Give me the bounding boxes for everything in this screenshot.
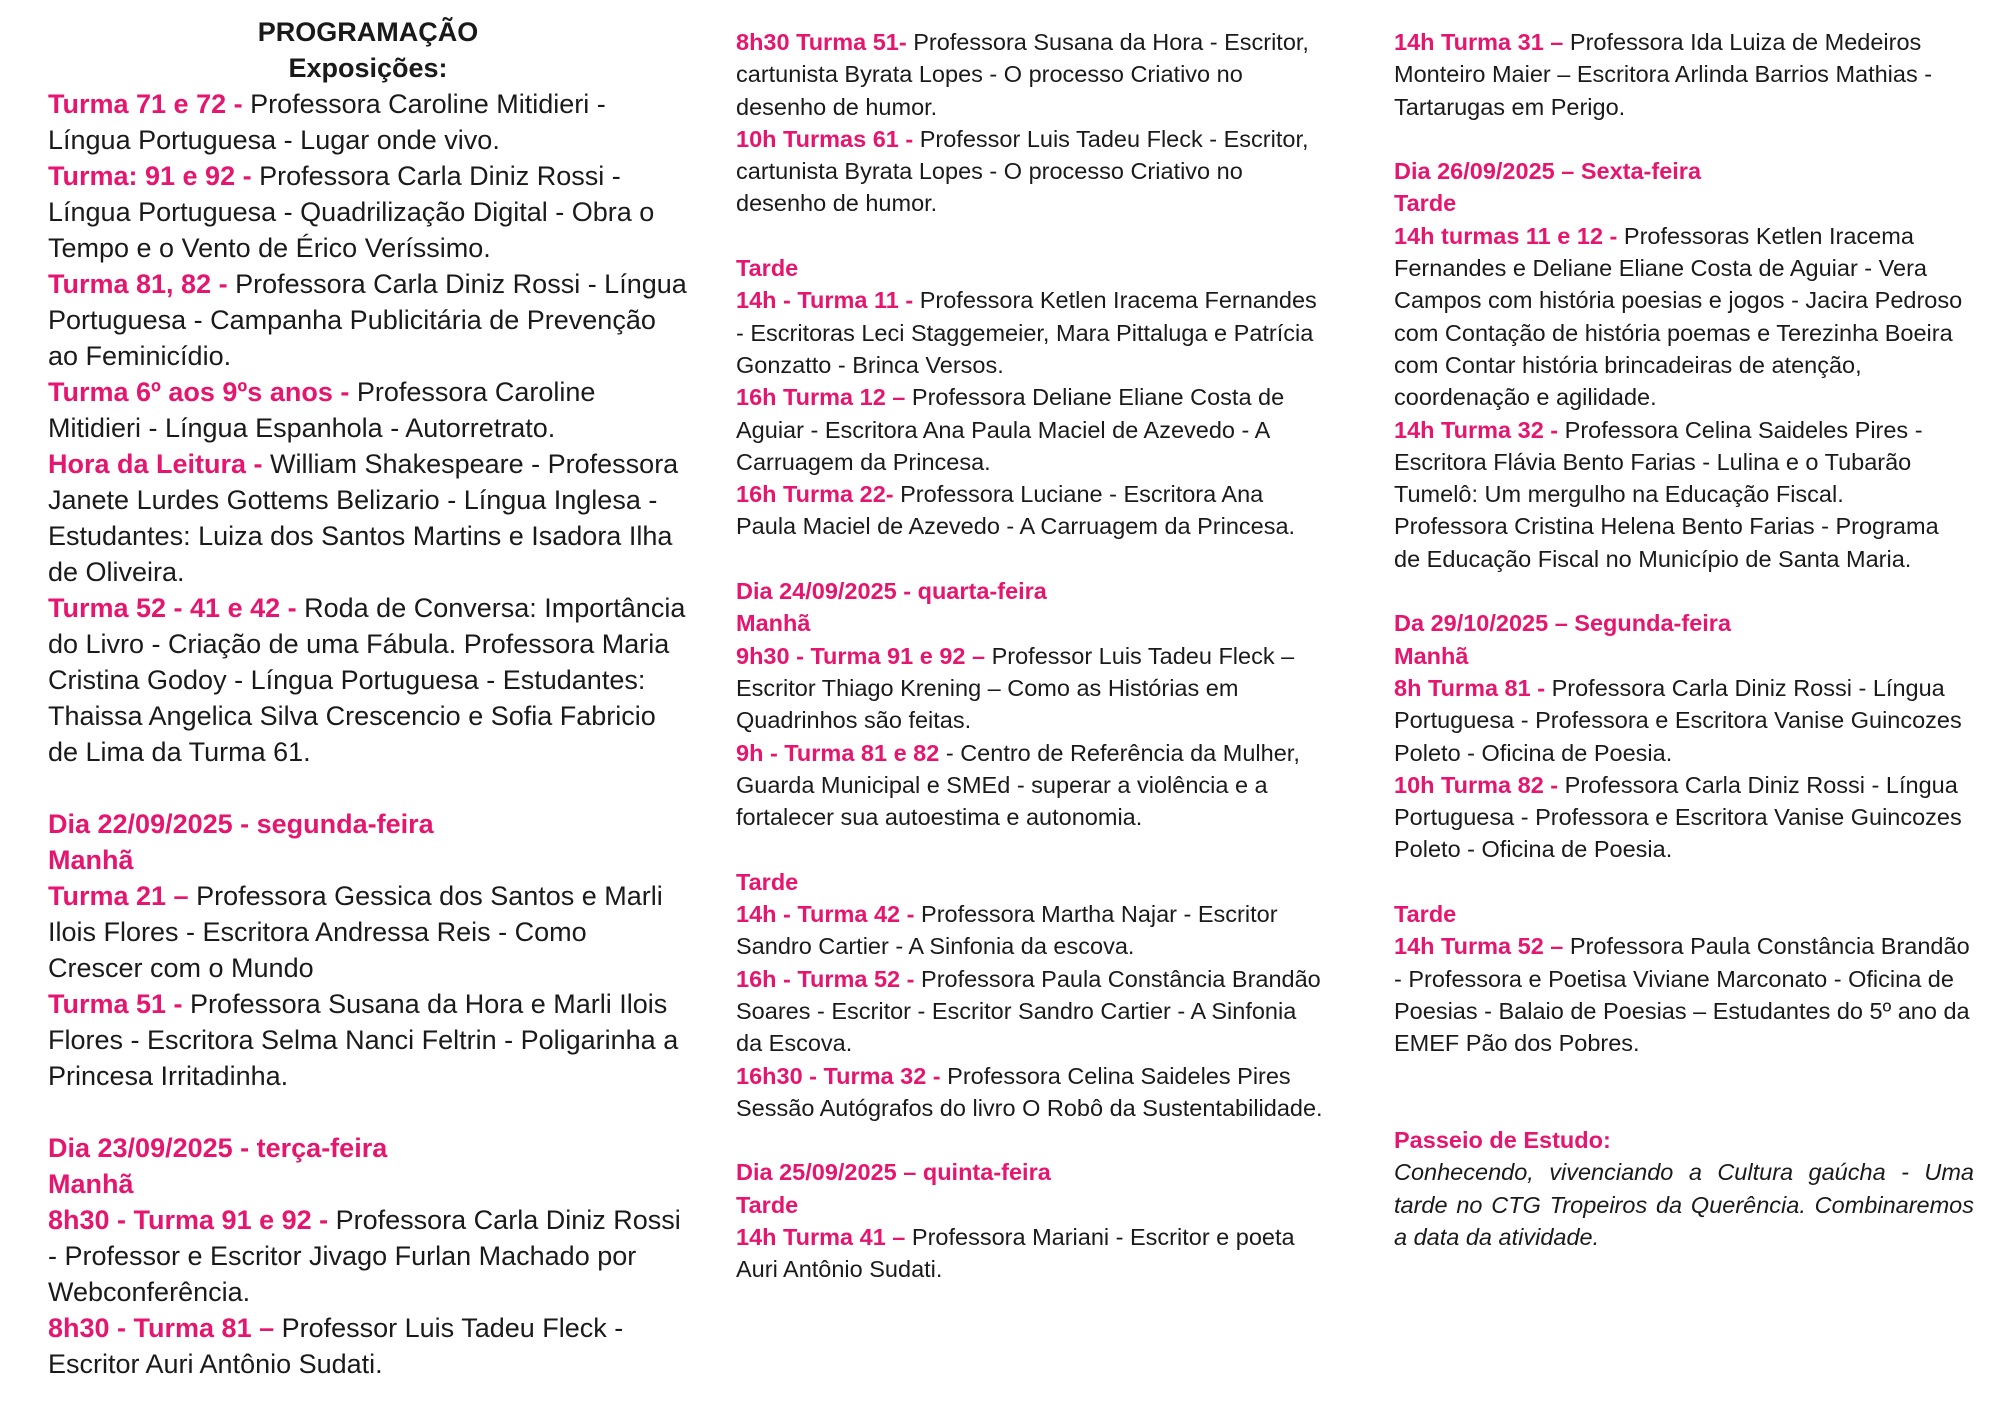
schedule-item: 10h Turmas 61 - Professor Luis Tadeu Fleck - Escritor, cartunista Byrata Lopes - O processo Criativo no desenho de humor. xyxy=(736,125,1309,217)
schedule-item: 14h - Turma 11 - Professora Ketlen Iracema Fernandes - Escritoras Leci Staggemeier, Mara Pittaluga e Patrícia Gonzatto - Brinca Versos. xyxy=(736,287,1317,378)
schedule-item: 8h30 Turma 51- Professora Susana da Hora - Escritor, cartunista Byrata Lopes - O processo Criativo no desenho de humor. xyxy=(736,29,1309,120)
exposicao-item: Turma: 91 e 92 - Professora Carla Diniz Rossi - Língua Portuguesa - Quadrilização Digital - Obra o Tempo e o Vento de Érico Veríssimo. xyxy=(48,161,655,263)
period-label: Tarde xyxy=(736,1191,799,1218)
schedule-item: 8h30 - Turma 91 e 92 - Professora Carla Diniz Rossi - Professor e Escritor Jivago Furlan Machado por Webconferência. xyxy=(48,1205,681,1307)
day-heading: Da 29/10/2025 – Segunda-feira xyxy=(1394,610,1732,637)
day-heading: Dia 24/09/2025 - quarta-feira xyxy=(736,578,1047,605)
period-label: Tarde xyxy=(736,255,799,282)
schedule-item: 9h - Turma 81 e 82 - Centro de Referência da Mulher, Guarda Municipal e SMEd - superar a violência e a fortalecer sua autoestima e autonomia. xyxy=(736,739,1300,831)
schedule-item: 14h - Turma 42 - Professora Martha Najar - Escritor Sandro Cartier - A Sinfonia da escova. xyxy=(736,901,1278,960)
passeio-text: Conhecendo, vivenciando a Cultura gaúcha - Uma tarde no CTG Tropeiros da Querência. Combinaremos a data da atividade. xyxy=(1394,1159,1974,1250)
period-label: Tarde xyxy=(1394,901,1457,928)
period-label: Manhã xyxy=(48,1169,134,1199)
schedule-item: Turma 21 – Professora Gessica dos Santos e Marli Ilois Flores - Escritora Andressa Reis - Como Crescer com o Mundo xyxy=(48,881,663,983)
period-label: Tarde xyxy=(736,868,799,895)
period-label: Manhã xyxy=(48,845,134,875)
period-label: Manhã xyxy=(736,610,811,637)
day-heading: Dia 26/09/2025 – Sexta-feira xyxy=(1394,158,1702,185)
schedule-item: 9h30 - Turma 91 e 92 – Professor Luis Tadeu Fleck – Escritor Thiago Krening – Como as Histórias em Quadrinhos são feitas. xyxy=(736,642,1295,734)
schedule-item: 16h Turma 12 – Professora Deliane Eliane Costa de Aguiar - Escritora Ana Paula Maciel de Azevedo - A Carruagem da Princesa. xyxy=(736,384,1285,475)
exposicao-item: Hora da Leitura - William Shakespeare - Professora Janete Lurdes Gottems Belizario - Língua Inglesa - Estudantes: Luiza dos Santos Martins e Isadora Ilha de Oliveira. xyxy=(48,449,679,587)
schedule-item: 14h Turma 52 – Professora Paula Constância Brandão - Professora e Poetisa Viviane Marconato - Oficina de Poesias - Balaio de Poesias – Estudantes do 5º ano da EMEF Pão dos Pobres. xyxy=(1394,933,1970,1057)
schedule-item: 16h Turma 22- Professora Luciane - Escritora Ana Paula Maciel de Azevedo - A Carruagem da Princesa. xyxy=(736,481,1296,540)
exposicao-item: Turma 6º aos 9ºs anos - Professora Caroline Mitidieri - Língua Espanhola - Autorretrato. xyxy=(48,377,596,443)
section-title-exposicoes: Exposições: xyxy=(288,53,448,83)
schedule-item: 8h30 - Turma 81 – Professor Luis Tadeu Fleck - Escritor Auri Antônio Sudati. xyxy=(48,1313,624,1379)
column-1 xyxy=(48,0,688,1382)
schedule-item: 8h Turma 81 - Professora Carla Diniz Rossi - Língua Portuguesa - Professora e Escritora Vanise Guincozes Poleto - Oficina de Poesia. xyxy=(1394,674,1962,766)
period-label: Manhã xyxy=(1394,642,1469,669)
day-heading: Dia 23/09/2025 - terça-feira xyxy=(48,1133,388,1163)
schedule-item: 16h30 - Turma 32 - Professora Celina Saideles Pires Sessão Autógrafos do livro O Robô da Sustentabilidade. xyxy=(736,1062,1323,1121)
note-text: de Educação Fiscal no Município de Santa Maria. xyxy=(1394,545,1912,572)
schedule-item: Turma 51 - Professora Susana da Hora e Marli Ilois Flores - Escritora Selma Nanci Feltrin - Poligarinha a Princesa Irritadinha. xyxy=(48,989,679,1091)
exposicao-item: Turma 71 e 72 - Professora Caroline Mitidieri - Língua Portuguesa - Lugar onde vivo. xyxy=(48,89,606,155)
column-2 xyxy=(736,26,1326,1286)
schedule-item: 14h Turma 31 – Professora Ida Luiza de Medeiros Monteiro Maier – Escritora Arlinda Barrios Mathias - Tartarugas em Perigo. xyxy=(1394,29,1933,120)
schedule-item: 16h - Turma 52 - Professora Paula Constância Brandão Soares - Escritor - Escritor Sandro Cartier - A Sinfonia da Escova. xyxy=(736,965,1321,1057)
period-label: Tarde xyxy=(1394,190,1457,217)
day-heading: Dia 22/09/2025 - segunda-feira xyxy=(48,809,434,839)
schedule-item: 14h turmas 11 e 12 - Professoras Ketlen Iracema Fernandes e Deliane Eliane Costa de Aguiar - Vera Campos com história poesias e jogos - Jacira Pedroso com Contação de história poemas e Terezinha Boeira com Contar história brincadeiras de atenção, coordenação e agilidade. xyxy=(1394,222,1963,411)
day-heading: Dia 25/09/2025 – quinta-feira xyxy=(736,1159,1051,1186)
column-3 xyxy=(1394,26,1974,1253)
exposicao-item: Turma 81, 82 - Professora Carla Diniz Rossi - Língua Portuguesa - Campanha Publicitária de Prevenção ao Feminicídio. xyxy=(48,269,687,371)
schedule-item: 10h Turma 82 - Professora Carla Diniz Rossi - Língua Portuguesa - Professora e Escritora Vanise Guincozes Poleto - Oficina de Poesia. xyxy=(1394,771,1962,863)
exposicao-item: Turma 52 - 41 e 42 - Roda de Conversa: Importância do Livro - Criação de uma Fábula. Professora Maria Cristina Godoy - Língua Portuguesa - Estudantes: Thaissa Angelica Silva Crescencio e Sofia Fabricio de Lima da Turma 61. xyxy=(48,593,686,767)
schedule-item: 14h Turma 32 - Professora Celina Saideles Pires - Escritora Flávia Bento Farias - Lulina e o Tubarão Tumelô: Um mergulho na Educação Fiscal. xyxy=(1394,416,1923,508)
note-text: Professora Cristina Helena Bento Farias - Programa xyxy=(1394,513,1939,540)
schedule-item: 14h Turma 41 – Professora Mariani - Escritor e poeta Auri Antônio Sudati. xyxy=(736,1223,1295,1283)
passeio-heading: Passeio de Estudo: xyxy=(1394,1127,1611,1154)
page-title: PROGRAMAÇÃO xyxy=(257,17,479,47)
